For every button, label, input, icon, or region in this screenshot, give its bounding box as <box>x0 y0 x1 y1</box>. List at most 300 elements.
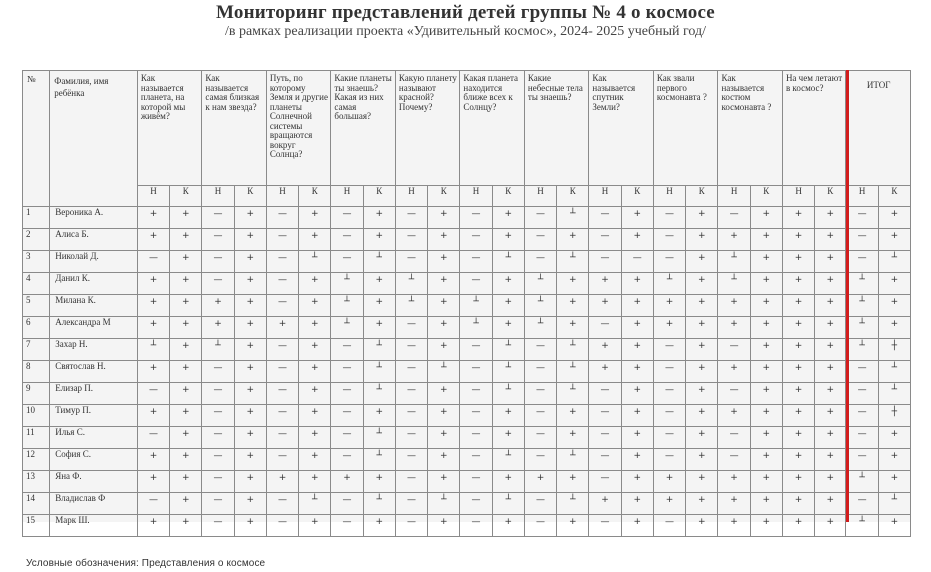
end-mark-cell: ┴ <box>363 427 395 449</box>
end-mark-cell: + <box>299 471 331 493</box>
question-header: Какие планеты ты знаешь? Какая из них самая большая? <box>331 71 396 186</box>
end-mark-cell: + <box>170 405 202 427</box>
child-name: Святослав Н. <box>50 361 138 383</box>
end-mark-cell: ┼ <box>878 405 910 427</box>
end-mark-cell: + <box>234 361 266 383</box>
start-mark-cell: — <box>266 383 298 405</box>
end-mark-cell: + <box>170 361 202 383</box>
start-mark-cell: — <box>331 383 363 405</box>
table-row <box>23 493 911 515</box>
start-mark-cell: + <box>524 471 556 493</box>
start-mark-cell: — <box>460 229 492 251</box>
start-mark-cell: — <box>460 339 492 361</box>
start-mark-cell: — <box>718 207 750 229</box>
end-mark-cell: + <box>815 339 846 361</box>
start-mark-cell: — <box>589 383 621 405</box>
end-mark-cell: + <box>686 295 718 317</box>
end-mark-cell: + <box>363 273 395 295</box>
end-mark-cell: + <box>170 339 202 361</box>
start-mark-cell: — <box>331 427 363 449</box>
start-mark-cell: ┴ <box>331 295 363 317</box>
start-mark-cell: — <box>589 229 621 251</box>
row-number: 14 <box>23 493 50 515</box>
row-number: 7 <box>23 339 50 361</box>
start-mark-cell: — <box>137 251 169 273</box>
end-mark-cell: ┴ <box>363 339 395 361</box>
row-number: 2 <box>23 229 50 251</box>
row-number: 8 <box>23 361 50 383</box>
start-mark-cell: — <box>266 361 298 383</box>
end-mark-cell: ┴ <box>492 339 524 361</box>
child-name: Яна Ф. <box>50 471 138 493</box>
table-row <box>23 339 911 361</box>
end-mark-cell: + <box>815 515 846 537</box>
end-mark-cell: + <box>750 339 782 361</box>
start-mark-cell: + <box>137 449 169 471</box>
end-mark-cell: + <box>234 515 266 537</box>
row-number: 1 <box>23 207 50 229</box>
start-mark-cell: + <box>782 251 814 273</box>
start-mark-cell: ┴ <box>846 317 878 339</box>
start-mark-cell: + <box>782 427 814 449</box>
start-mark-cell: + <box>137 471 169 493</box>
row-number: 3 <box>23 251 50 273</box>
start-mark-cell: — <box>331 229 363 251</box>
start-mark-cell: + <box>718 405 750 427</box>
end-mark-cell: + <box>170 295 202 317</box>
child-name: Захар Н. <box>50 339 138 361</box>
end-mark-cell: + <box>234 405 266 427</box>
k-subheader: К <box>428 186 460 207</box>
end-mark-cell: + <box>621 471 653 493</box>
end-mark-cell: + <box>299 449 331 471</box>
start-mark-cell: — <box>589 251 621 273</box>
start-mark-cell: — <box>202 207 234 229</box>
start-mark-cell: — <box>653 449 685 471</box>
end-mark-cell: + <box>750 449 782 471</box>
end-mark-cell: + <box>492 317 524 339</box>
start-mark-cell: ┴ <box>718 273 750 295</box>
end-mark-cell: + <box>750 251 782 273</box>
end-mark-cell: + <box>686 449 718 471</box>
start-mark-cell: — <box>395 339 427 361</box>
end-mark-cell: + <box>621 361 653 383</box>
start-mark-cell: + <box>137 207 169 229</box>
end-mark-cell: + <box>750 493 782 515</box>
question-header: Как называется планета, на которой мы живём? <box>137 71 202 186</box>
end-mark-cell: + <box>621 273 653 295</box>
end-mark-cell: + <box>686 427 718 449</box>
start-mark-cell: — <box>331 405 363 427</box>
start-mark-cell: + <box>782 471 814 493</box>
start-mark-cell: — <box>524 251 556 273</box>
start-mark-cell: — <box>395 229 427 251</box>
end-mark-cell: + <box>750 273 782 295</box>
start-mark-cell: — <box>266 229 298 251</box>
start-mark-cell: — <box>460 449 492 471</box>
end-mark-cell: + <box>299 207 331 229</box>
start-mark-cell: + <box>782 361 814 383</box>
k-subheader: К <box>878 186 910 207</box>
table-row <box>23 383 911 405</box>
end-mark-cell: + <box>170 449 202 471</box>
end-mark-cell: + <box>170 207 202 229</box>
end-mark-cell: + <box>815 273 846 295</box>
start-mark-cell: ┴ <box>846 515 878 537</box>
row-number: 15 <box>23 515 50 537</box>
child-name: Алиса Б. <box>50 229 138 251</box>
end-mark-cell: + <box>621 383 653 405</box>
start-mark-cell: — <box>202 383 234 405</box>
end-mark-cell: + <box>621 339 653 361</box>
start-mark-cell: ┴ <box>524 295 556 317</box>
table-row <box>23 317 911 339</box>
end-mark-cell: + <box>428 339 460 361</box>
end-mark-cell: + <box>428 515 460 537</box>
end-mark-cell: ┴ <box>363 383 395 405</box>
end-mark-cell: ┴ <box>492 361 524 383</box>
end-mark-cell: + <box>234 339 266 361</box>
start-mark-cell: — <box>524 207 556 229</box>
end-mark-cell: + <box>686 229 718 251</box>
end-mark-cell: ┴ <box>428 361 460 383</box>
end-mark-cell: + <box>686 405 718 427</box>
end-mark-cell: + <box>686 317 718 339</box>
end-mark-cell: + <box>170 383 202 405</box>
end-mark-cell: ┴ <box>299 251 331 273</box>
end-mark-cell: + <box>621 515 653 537</box>
question-header: Как называется костюм космонавта ? <box>718 71 783 186</box>
start-mark-cell: — <box>395 515 427 537</box>
number-column-header: № <box>23 71 50 207</box>
start-mark-cell: — <box>331 361 363 383</box>
start-mark-cell: — <box>460 383 492 405</box>
end-mark-cell: + <box>815 493 846 515</box>
end-mark-cell: + <box>686 493 718 515</box>
end-mark-cell: + <box>234 493 266 515</box>
start-mark-cell: — <box>524 229 556 251</box>
start-mark-cell: + <box>331 471 363 493</box>
monitoring-table <box>22 70 911 537</box>
end-mark-cell: + <box>234 427 266 449</box>
end-mark-cell: + <box>234 471 266 493</box>
end-mark-cell: + <box>234 229 266 251</box>
end-mark-cell: + <box>299 405 331 427</box>
end-mark-cell: + <box>750 361 782 383</box>
start-mark-cell: + <box>137 515 169 537</box>
start-mark-cell: ┴ <box>137 339 169 361</box>
end-mark-cell: + <box>878 427 910 449</box>
end-mark-cell: + <box>428 251 460 273</box>
start-mark-cell: — <box>524 405 556 427</box>
table-row <box>23 229 911 251</box>
total-column-header: ИТОГ <box>846 71 911 186</box>
end-mark-cell: + <box>170 251 202 273</box>
start-mark-cell: — <box>846 361 878 383</box>
end-mark-cell: + <box>557 229 589 251</box>
start-mark-cell: — <box>589 471 621 493</box>
row-number: 11 <box>23 427 50 449</box>
end-mark-cell: + <box>234 317 266 339</box>
start-mark-cell: — <box>331 251 363 273</box>
end-mark-cell: ┴ <box>363 251 395 273</box>
end-mark-cell: ┴ <box>557 493 589 515</box>
end-mark-cell: + <box>299 427 331 449</box>
start-mark-cell: — <box>266 273 298 295</box>
end-mark-cell: + <box>686 361 718 383</box>
question-header: Какая планета находится ближе всех к Солнцу? <box>460 71 525 186</box>
start-mark-cell: + <box>137 273 169 295</box>
start-mark-cell: + <box>782 273 814 295</box>
question-header: На чем летают в космос? <box>782 71 846 186</box>
start-mark-cell: — <box>395 493 427 515</box>
row-number: 6 <box>23 317 50 339</box>
start-mark-cell: — <box>718 449 750 471</box>
start-mark-cell: — <box>266 427 298 449</box>
end-mark-cell: + <box>234 295 266 317</box>
end-mark-cell: + <box>815 427 846 449</box>
start-mark-cell: ┴ <box>202 339 234 361</box>
start-mark-cell: — <box>846 449 878 471</box>
end-mark-cell: + <box>234 383 266 405</box>
start-mark-cell: + <box>137 361 169 383</box>
child-name: Тимур П. <box>50 405 138 427</box>
table-row <box>23 449 911 471</box>
start-mark-cell: — <box>202 471 234 493</box>
end-mark-cell: + <box>878 317 910 339</box>
k-subheader: К <box>363 186 395 207</box>
end-mark-cell: + <box>299 229 331 251</box>
start-mark-cell: — <box>524 339 556 361</box>
end-mark-cell: + <box>686 383 718 405</box>
start-mark-cell: — <box>395 471 427 493</box>
end-mark-cell: + <box>750 515 782 537</box>
end-mark-cell: ┴ <box>363 493 395 515</box>
n-subheader: Н <box>718 186 750 207</box>
end-mark-cell: + <box>815 229 846 251</box>
end-mark-cell: ┼ <box>878 339 910 361</box>
end-mark-cell: ┴ <box>492 383 524 405</box>
start-mark-cell: + <box>589 493 621 515</box>
n-subheader: Н <box>202 186 234 207</box>
start-mark-cell: — <box>653 405 685 427</box>
end-mark-cell: + <box>557 295 589 317</box>
end-mark-cell: + <box>170 317 202 339</box>
end-mark-cell: + <box>428 273 460 295</box>
table-row <box>23 251 911 273</box>
table-row <box>23 427 911 449</box>
end-mark-cell: ┴ <box>363 449 395 471</box>
end-mark-cell: + <box>750 405 782 427</box>
start-mark-cell: — <box>718 427 750 449</box>
end-mark-cell: ┴ <box>557 207 589 229</box>
page-subtitle: /в рамках реализации проекта «Удивительный космос», 2024- 2025 учебный год/ <box>224 24 707 39</box>
start-mark-cell: ┴ <box>460 295 492 317</box>
end-mark-cell: + <box>363 295 395 317</box>
end-mark-cell: ┴ <box>299 493 331 515</box>
end-mark-cell: + <box>170 273 202 295</box>
n-subheader: Н <box>653 186 685 207</box>
child-name: Александра М <box>50 317 138 339</box>
start-mark-cell: — <box>460 515 492 537</box>
start-mark-cell: ┴ <box>524 273 556 295</box>
start-mark-cell: — <box>137 493 169 515</box>
start-mark-cell: + <box>137 295 169 317</box>
n-subheader: Н <box>589 186 621 207</box>
start-mark-cell: + <box>782 515 814 537</box>
start-mark-cell: + <box>653 471 685 493</box>
start-mark-cell: — <box>460 471 492 493</box>
row-number: 4 <box>23 273 50 295</box>
start-mark-cell: ┴ <box>395 295 427 317</box>
start-mark-cell: — <box>395 449 427 471</box>
start-mark-cell: ┴ <box>395 273 427 295</box>
end-mark-cell: + <box>299 361 331 383</box>
start-mark-cell: + <box>718 493 750 515</box>
end-mark-cell: + <box>363 471 395 493</box>
end-mark-cell: + <box>815 207 846 229</box>
end-mark-cell: ┴ <box>557 383 589 405</box>
k-subheader: К <box>815 186 846 207</box>
end-mark-cell: + <box>170 493 202 515</box>
table-row <box>23 361 911 383</box>
start-mark-cell: — <box>846 405 878 427</box>
end-mark-cell: + <box>492 427 524 449</box>
end-mark-cell: + <box>750 207 782 229</box>
end-mark-cell: + <box>815 317 846 339</box>
end-mark-cell: + <box>750 427 782 449</box>
start-mark-cell: + <box>589 339 621 361</box>
child-name: Елизар П. <box>50 383 138 405</box>
end-mark-cell: + <box>428 383 460 405</box>
start-mark-cell: — <box>653 515 685 537</box>
row-number: 10 <box>23 405 50 427</box>
start-mark-cell: + <box>589 273 621 295</box>
end-mark-cell: + <box>428 427 460 449</box>
end-mark-cell: + <box>428 317 460 339</box>
start-mark-cell: + <box>782 317 814 339</box>
end-mark-cell: + <box>492 229 524 251</box>
end-mark-cell: + <box>686 207 718 229</box>
start-mark-cell: — <box>460 361 492 383</box>
start-mark-cell: — <box>202 251 234 273</box>
end-mark-cell: + <box>492 295 524 317</box>
k-subheader: К <box>557 186 589 207</box>
start-mark-cell: + <box>718 471 750 493</box>
start-mark-cell: + <box>266 317 298 339</box>
end-mark-cell: + <box>621 229 653 251</box>
start-mark-cell: — <box>202 493 234 515</box>
start-mark-cell: + <box>718 229 750 251</box>
end-mark-cell: ┴ <box>557 339 589 361</box>
end-mark-cell: + <box>428 405 460 427</box>
end-mark-cell: + <box>170 229 202 251</box>
table-row <box>23 295 911 317</box>
start-mark-cell: + <box>782 449 814 471</box>
end-mark-cell: ┴ <box>557 449 589 471</box>
start-mark-cell: — <box>460 405 492 427</box>
start-mark-cell: ┴ <box>846 273 878 295</box>
start-mark-cell: — <box>524 383 556 405</box>
table-row <box>23 405 911 427</box>
end-mark-cell: + <box>299 295 331 317</box>
start-mark-cell: — <box>653 251 685 273</box>
start-mark-cell: + <box>718 317 750 339</box>
start-mark-cell: + <box>718 361 750 383</box>
end-mark-cell: + <box>686 515 718 537</box>
n-subheader: Н <box>524 186 556 207</box>
start-mark-cell: — <box>266 339 298 361</box>
start-mark-cell: — <box>653 229 685 251</box>
start-mark-cell: — <box>524 515 556 537</box>
k-subheader: К <box>750 186 782 207</box>
start-mark-cell: + <box>782 339 814 361</box>
end-mark-cell: + <box>815 251 846 273</box>
start-mark-cell: + <box>782 229 814 251</box>
start-mark-cell: + <box>782 493 814 515</box>
start-mark-cell: ┴ <box>846 295 878 317</box>
end-mark-cell: + <box>428 229 460 251</box>
question-header-row <box>23 71 911 186</box>
end-mark-cell: + <box>299 339 331 361</box>
start-mark-cell: — <box>589 449 621 471</box>
start-mark-cell: + <box>782 207 814 229</box>
end-mark-cell: + <box>234 251 266 273</box>
question-header: Как звали первого космонавта ? <box>653 71 718 186</box>
start-mark-cell: — <box>718 339 750 361</box>
row-number: 9 <box>23 383 50 405</box>
end-mark-cell: + <box>686 251 718 273</box>
start-mark-cell: — <box>395 317 427 339</box>
end-mark-cell: + <box>878 515 910 537</box>
end-mark-cell: + <box>492 207 524 229</box>
end-mark-cell: ┴ <box>878 383 910 405</box>
end-mark-cell: — <box>621 251 653 273</box>
start-mark-cell: — <box>718 383 750 405</box>
start-mark-cell: — <box>202 273 234 295</box>
end-mark-cell: + <box>428 471 460 493</box>
start-mark-cell: — <box>202 361 234 383</box>
start-mark-cell: — <box>653 427 685 449</box>
start-mark-cell: ┴ <box>331 317 363 339</box>
end-mark-cell: + <box>750 317 782 339</box>
start-mark-cell: + <box>589 361 621 383</box>
end-mark-cell: ┴ <box>557 251 589 273</box>
end-mark-cell: + <box>878 471 910 493</box>
start-mark-cell: + <box>137 229 169 251</box>
end-mark-cell: + <box>557 471 589 493</box>
start-mark-cell: — <box>846 383 878 405</box>
end-mark-cell: + <box>492 515 524 537</box>
end-mark-cell: + <box>686 339 718 361</box>
start-mark-cell: — <box>524 427 556 449</box>
end-mark-cell: + <box>363 317 395 339</box>
end-mark-cell: + <box>557 515 589 537</box>
end-mark-cell: + <box>492 273 524 295</box>
n-subheader: Н <box>846 186 878 207</box>
end-mark-cell: + <box>621 449 653 471</box>
end-mark-cell: + <box>621 427 653 449</box>
start-mark-cell: + <box>589 295 621 317</box>
start-mark-cell: — <box>266 295 298 317</box>
start-mark-cell: + <box>782 383 814 405</box>
end-mark-cell: + <box>815 471 846 493</box>
end-mark-cell: + <box>815 405 846 427</box>
start-mark-cell: + <box>718 295 750 317</box>
start-mark-cell: — <box>460 273 492 295</box>
end-mark-cell: + <box>878 229 910 251</box>
start-mark-cell: — <box>137 383 169 405</box>
